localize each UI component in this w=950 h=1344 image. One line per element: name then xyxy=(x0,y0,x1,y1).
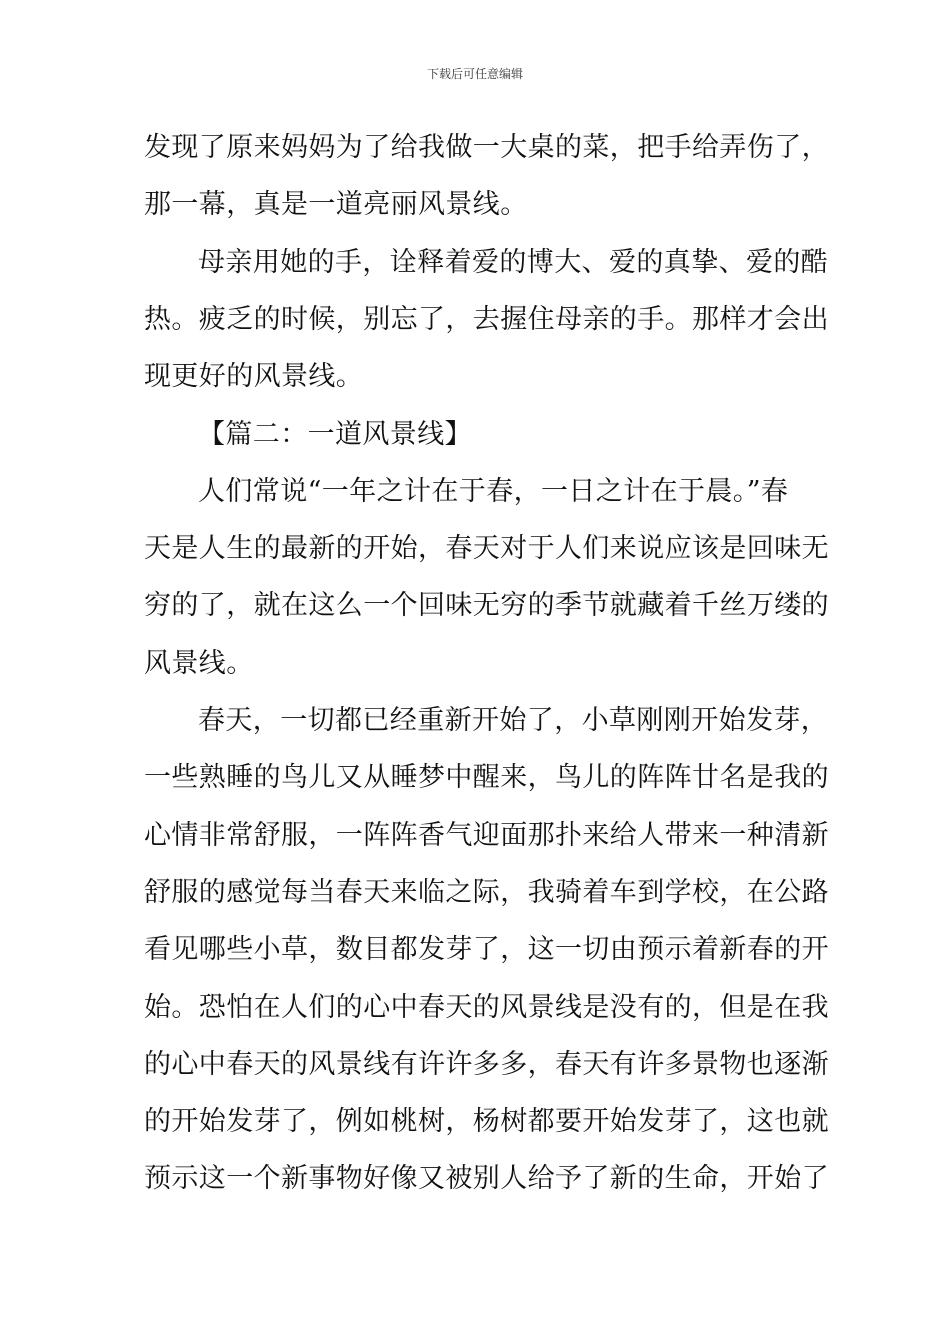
text-line: 热。疲乏的时候，别忘了，去握住母亲的手。那样才会出 xyxy=(144,304,829,335)
text-line: 舒服的感觉每当春天来临之际，我骑着车到学校，在公路 xyxy=(144,877,829,908)
page-header: 下载后可任意编辑 xyxy=(426,67,523,81)
text-line: 的开始发芽了，例如桃树，杨树都要开始发芽了，这也就 xyxy=(144,1106,829,1137)
text-line: 现更好的风景线。 xyxy=(144,361,364,392)
text-line: 预示这一个新事物好像又被别人给予了新的生命，开始了 xyxy=(144,1163,829,1194)
text-line: 风景线。 xyxy=(144,648,254,679)
text-line: 那一幕，真是一道亮丽风景线。 xyxy=(144,189,528,220)
text-line: 的心中春天的风景线有许许多多，春天有许多景物也逐渐 xyxy=(144,1049,829,1080)
text-line: 发现了原来妈妈为了给我做一大桌的菜，把手给弄伤了， xyxy=(144,132,829,163)
text-line: 看见哪些小草，数目都发芽了，这一切由预示着新春的开 xyxy=(144,934,829,965)
text-line: 春天，一切都已经重新开始了，小草刚刚开始发芽， xyxy=(198,705,829,736)
text-line: 母亲用她的手，诠释着爱的博大、爱的真挚、爱的酷 xyxy=(198,247,829,278)
text-line: 一些熟睡的鸟儿又从睡梦中醒来，鸟儿的阵阵廿名是我的 xyxy=(144,762,829,793)
text-line: 心情非常舒服，一阵阵香气迎面那扑来给人带来一种清新 xyxy=(144,820,829,851)
text-line: 人们常说“一年之计在于春，一日之计在于晨。”春 xyxy=(198,476,789,507)
text-line: 始。恐怕在人们的心中春天的风景线是没有的，但是在我 xyxy=(144,992,829,1023)
text-line: 穷的了，就在这么一个回味无穷的季节就藏着千丝万缕的 xyxy=(144,590,829,621)
text-line: 【篇二：一道风景线】 xyxy=(198,419,472,450)
text-line: 天是人生的最新的开始，春天对于人们来说应该是回味无 xyxy=(144,533,829,564)
